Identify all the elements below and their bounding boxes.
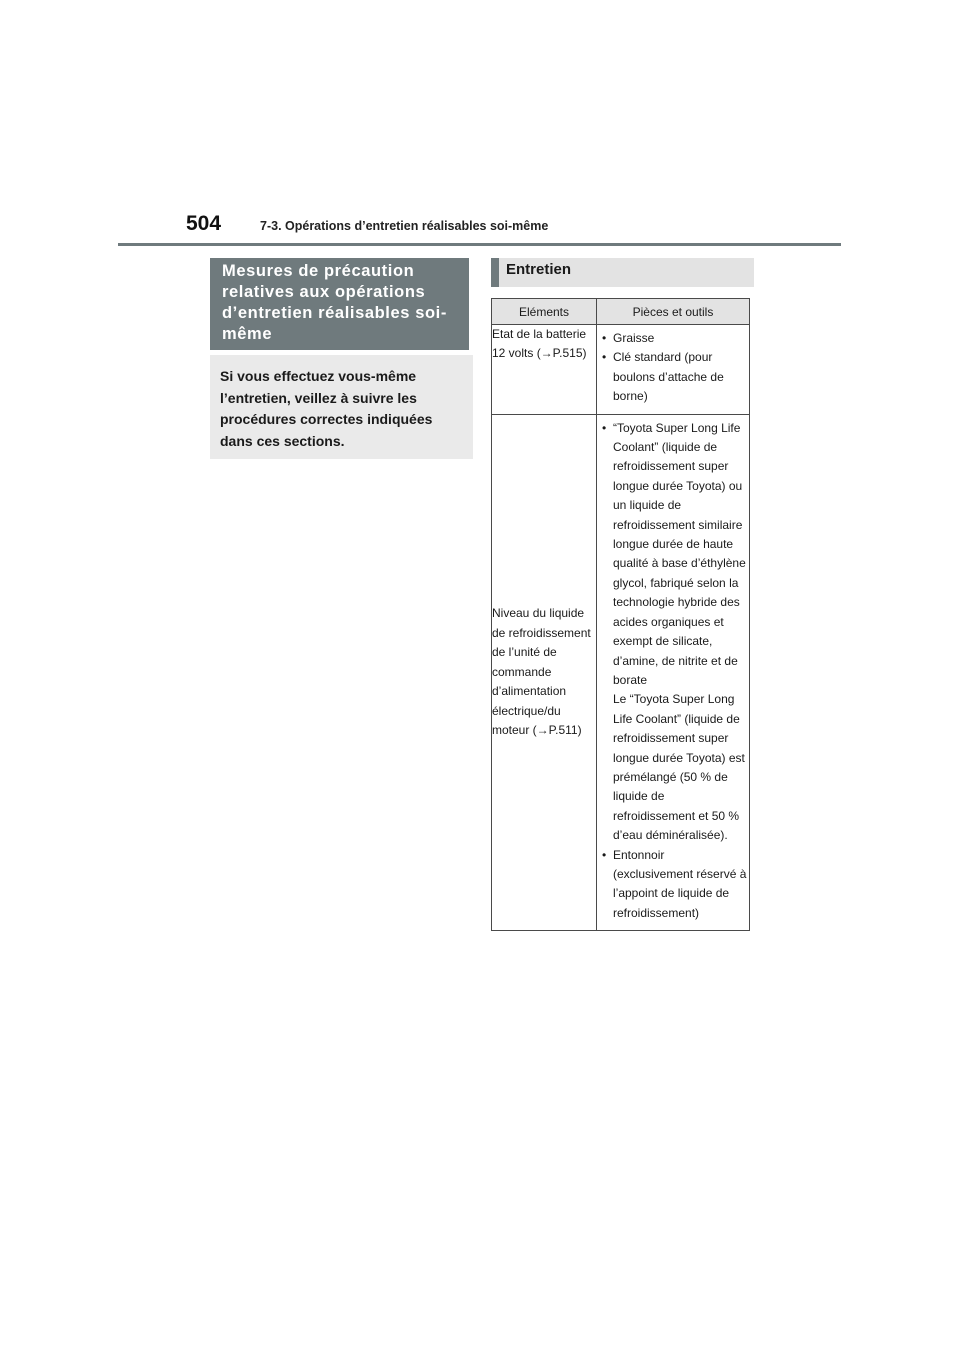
list-item: • Clé standard (pour boulons d’attache de borne) — [602, 350, 724, 404]
column-header-tools: Pièces et outils — [597, 299, 750, 325]
maintenance-heading: Entretien — [506, 261, 572, 278]
battery-item-cell: Etat de la batterie 12 volts (→P.515) — [492, 325, 597, 415]
maintenance-heading-box — [491, 258, 754, 287]
list-item: • “Toyota Super Long Life Coolant” (liquide de refroidissement super longue durée Toyota) ou un liquide de refroidissement similaire longue durée de haute qualité à base d’éthylène glycol, fabriqué selon la technologie hybride des acides organiques et exempt de silicate, d’amine, de nitrite et de borate Le “Toyota Super Long Life Coolant” (liquide de refroidissement super longue durée Toyota) est prémélangé (50 % de liquide de refroidissement et 50 % d’eau déminéralisée). — [602, 420, 746, 843]
caution-body-text: Si vous effectuez vous-même l’entretien, veillez à suivre les procédures correctes indiquées dans ces sections. — [220, 368, 433, 449]
battery-tools-cell — [597, 325, 750, 415]
column-header-items: Eléments — [492, 299, 597, 325]
bullet-icon: • — [602, 331, 607, 345]
caution-heading-box — [210, 258, 469, 350]
page-number: 504 — [186, 212, 222, 235]
table-row — [492, 325, 750, 415]
section-title: 7-3. Opérations d’entretien réalisables soi-même — [260, 219, 549, 233]
bullet-icon: • — [602, 847, 607, 862]
table-header-row — [492, 299, 750, 325]
maintenance-table — [491, 298, 750, 931]
tools-list — [597, 325, 749, 414]
caution-heading: Mesures de précaution relatives aux opérations d’entretien réalisables soi-même — [222, 262, 447, 343]
tools-list — [597, 415, 749, 931]
caution-body-box — [210, 355, 473, 459]
coolant-tools-cell — [597, 414, 750, 931]
list-item: • Graisse — [599, 329, 747, 348]
bullet-icon: • — [602, 420, 607, 435]
list-item: • Entonnoir (exclusivement réservé à l’appoint de liquide de refroidissement) — [602, 847, 747, 920]
coolant-item-cell: Niveau du liquide de refroidissement de l’unité de commande d’alimentation électrique/du moteur (→P.511) — [492, 414, 597, 931]
table-row — [492, 414, 750, 931]
header-divider — [118, 243, 841, 246]
bullet-icon: • — [602, 350, 607, 365]
